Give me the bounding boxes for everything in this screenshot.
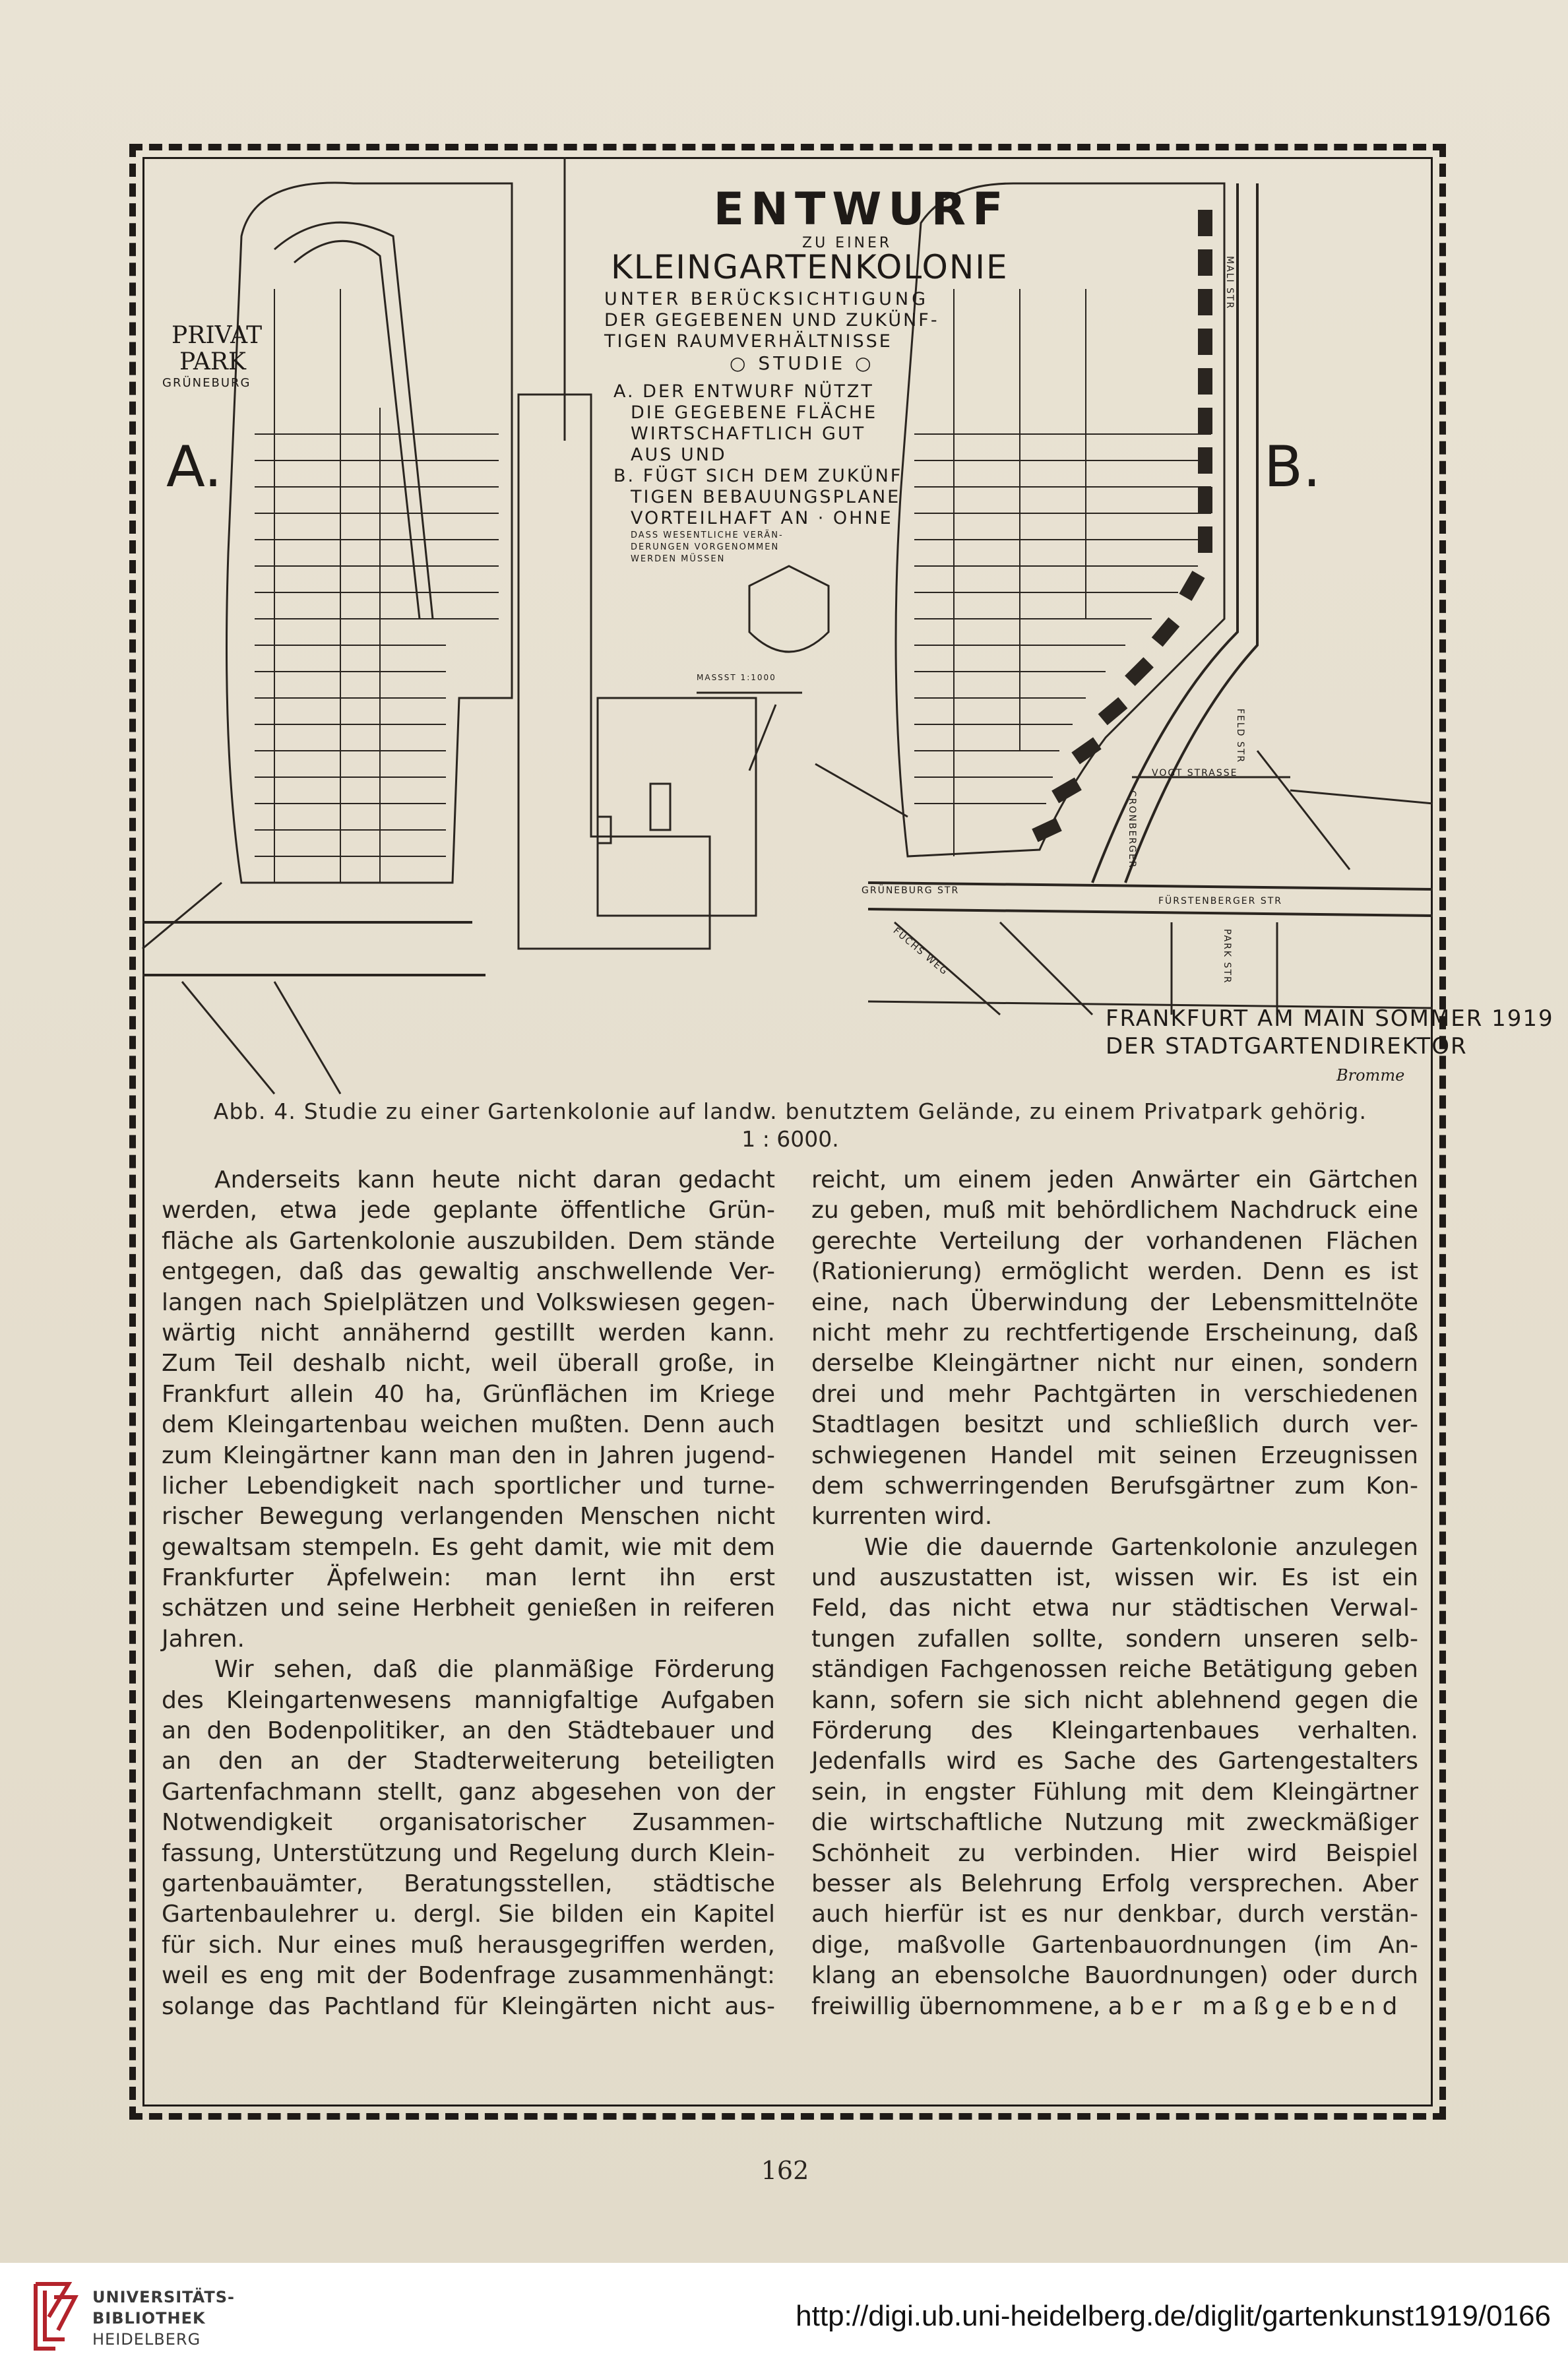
plan-text-line: WIRTSCHAFTLICH GUT — [631, 424, 866, 444]
text-line: Wir sehen, daß die planmäßige Förderung — [214, 1656, 775, 1684]
grueneburg-label: GRÜNEBURG — [162, 376, 251, 390]
plan-text-line: DIE GEGEBENE FLÄCHE — [631, 402, 878, 423]
garden-plan-figure — [142, 157, 1554, 1094]
text-line: schätzen und seine Herbheit genießen in reiferen — [162, 1595, 775, 1622]
text-line: ständigen Fachgenossen reiche Betätigung geben — [811, 1656, 1418, 1684]
text-line: eine, nach Überwindung der Lebensmittelnöte — [811, 1288, 1418, 1316]
text-line: dem schwerringenden Berufsgärtner zum Kon- — [811, 1472, 1418, 1500]
text-line: Frankfurter Äpfelwein: man lernt ihn erst — [162, 1564, 775, 1592]
text-line: klang an ebensolche Bauordnungen) oder durch — [811, 1962, 1418, 1990]
signature: Bromme — [1336, 1066, 1405, 1085]
text-line: Jahren. — [162, 1625, 245, 1653]
page-number: 162 — [761, 2156, 809, 2185]
library-name: UNIVERSITÄTS- — [92, 2288, 235, 2306]
text-line: Frankfurt allein 40 ha, Grünflächen im Kriege — [162, 1380, 775, 1408]
text-line: fassung, Unterstützung und Regelung durch Klein- — [162, 1839, 775, 1867]
plan-a-label: A. — [166, 434, 222, 500]
text-line: Gartenbaulehrer u. dergl. Sie bilden ein Kapitel — [162, 1901, 775, 1928]
text-line: sein, in engster Fühlung mit dem Kleingärtner — [811, 1778, 1418, 1806]
caption-scale: 1 : 6000. — [741, 1126, 839, 1152]
text-line: des Kleingartenwesens mannigfaltige Aufgaben — [162, 1686, 775, 1714]
text-line: (Rationierung) ermöglicht werden. Denn es ist — [811, 1258, 1418, 1286]
scale-label: MASSST 1:1000 — [697, 673, 776, 682]
text-line: Feld, das nicht etwa nur städtischen Verwal- — [811, 1595, 1418, 1622]
text-line: werden, etwa jede geplante öffentliche Grün- — [162, 1197, 775, 1224]
text-line: licher Lebendigkeit nach sportlicher und turne- — [162, 1472, 775, 1500]
plan-text-line: AUS UND — [631, 445, 727, 465]
street-label: FELD STR — [1235, 709, 1245, 764]
plan-author: DER STADTGARTENDIREKTOR — [1106, 1033, 1468, 1060]
plan-title: ENTWURF — [713, 183, 1010, 236]
text-line: auch hierfür ist es nur denkbar, durch verstän- — [811, 1901, 1418, 1928]
text-line: Wie die dauernde Gartenkolonie anzulegen — [864, 1533, 1418, 1561]
plan-text-line: UNTER BERÜCKSICHTIGUNG — [604, 289, 929, 309]
figure-caption — [177, 1098, 1404, 1153]
text-line: entgegen, daß das gewaltig anschwellende Ver- — [162, 1258, 775, 1286]
text-line: rischer Bewegung verlangenden Menschen nicht — [162, 1503, 775, 1531]
text-column-right — [811, 1165, 1418, 2022]
text-line: die wirtschaftliche Nutzung mit zweckmäßiger — [811, 1809, 1418, 1837]
digitization-footer — [0, 2263, 1568, 2375]
emphasized-text: aber maßgebend — [1108, 1992, 1404, 2020]
text-line: Notwendigkeit organisatorischer Zusammen- — [162, 1809, 775, 1837]
text-line: Anderseits kann heute nicht daran gedacht — [214, 1166, 775, 1193]
street-label: FUCHS WEG — [891, 926, 951, 978]
street-label: GRÜNEBURG STR — [862, 885, 960, 896]
text-line: solange das Pachtland für Kleingärten nicht aus- — [162, 1992, 775, 2020]
plan-text-line: B. FÜGT SICH DEM ZUKÜNF — [613, 466, 903, 486]
caption-line: Abb. 4. Studie zu einer Gartenkolonie auf landw. benutztem Gelände, zu einem Privatpark gehörig. — [213, 1098, 1367, 1124]
text-line: dem Kleingartenbau weichen mußten. Denn auch — [162, 1411, 775, 1439]
plan-text-line: DERUNGEN VORGENOMMEN — [631, 542, 780, 552]
street-label: FÜRSTENBERGER STR — [1158, 896, 1282, 906]
plan-text-line: WERDEN MÜSSEN — [631, 554, 726, 564]
text-line: Zum Teil deshalb nicht, weil überall große, in — [162, 1350, 775, 1378]
text-line: wärtig nicht annähernd gestillt werden kann. — [162, 1319, 775, 1346]
text-line: reicht, um einem jeden Anwärter ein Gärtchen — [811, 1166, 1418, 1193]
street-label: CRONBERGER — [1127, 790, 1137, 869]
plan-b-label: B. — [1264, 434, 1321, 500]
text-line: langen nach Spielplätzen und Volkswiesen gegen- — [162, 1288, 775, 1316]
text-line: fläche als Gartenkolonie auszubilden. Dem stände — [162, 1227, 775, 1255]
text-line: Gartenfachmann stellt, ganz abgesehen von der — [162, 1778, 775, 1806]
text-line: gewaltsam stempeln. Es geht damit, wie mit dem — [162, 1533, 775, 1561]
library-name: HEIDELBERG — [92, 2330, 201, 2349]
plan-place-date: FRANKFURT AM MAIN SOMMER 1919 — [1106, 1005, 1554, 1032]
text-line: an den Bodenpolitiker, an den Städtebauer und — [162, 1717, 775, 1745]
plan-subtitle-kolonie: KLEINGARTENKOLONIE — [611, 248, 1009, 286]
text-line: kann, sofern sie sich nicht ablehnend gegen die — [811, 1686, 1418, 1714]
library-name: BIBLIOTHEK — [92, 2309, 206, 2328]
text-line: schwiegenen Handel mit seinen Erzeugnissen — [811, 1441, 1418, 1469]
plan-text-line: TIGEN BEBAUUNGSPLANE — [631, 487, 901, 507]
plan-subtitle-zu-einer: ZU EINER — [802, 235, 893, 251]
text-line: derselbe Kleingärtner nicht nur einen, sondern — [811, 1350, 1418, 1378]
text-fragment: freiwillig übernommene, — [811, 1992, 1101, 2020]
text-line: weil es eng mit der Bodenfrage zusammenhängt: — [162, 1962, 775, 1990]
street-label: PARK STR — [1222, 929, 1232, 984]
plan-text-line: A. DER ENTWURF NÜTZT — [613, 381, 874, 402]
plan-text-line: VORTEILHAFT AN · OHNE — [631, 508, 893, 528]
text-line: gartenbauämter, Beratungsstellen, städtische — [162, 1870, 775, 1897]
privat-park-label: PARK — [179, 348, 246, 375]
street-label: VOGT STRASSE — [1152, 768, 1238, 778]
text-line: zum Kleingärtner kann man den in Jahren jugend- — [162, 1441, 775, 1469]
plan-text-line: TIGEN RAUMVERHÄLTNISSE — [604, 331, 893, 352]
text-line: Jedenfalls wird es Sache des Gartengestalters — [811, 1748, 1418, 1775]
text-line: Stadtlagen besitzt und schließlich durch ver- — [811, 1411, 1418, 1439]
text-line: und auszustatten ist, wissen wir. Es ist ein — [811, 1564, 1418, 1592]
text-line: kurrenten wird. — [811, 1503, 993, 1531]
text-line: dige, maßvolle Gartenbauordnungen (im An- — [811, 1931, 1418, 1959]
text-line: an den an der Stadterweiterung beteiligten — [162, 1748, 775, 1775]
street-label: MALI STR — [1224, 256, 1235, 310]
plan-studie-label: ○ STUDIE ○ — [730, 352, 875, 374]
text-line: tungen zufallen sollte, sondern unseren selb- — [811, 1625, 1418, 1653]
text-line: für sich. Nur eines muß herausgegriffen werden, — [162, 1931, 775, 1959]
privat-park-label: PRIVAT — [172, 322, 263, 349]
text-column-left — [162, 1165, 775, 2022]
text-line: Schönheit zu verbinden. Hier wird Beispiel — [811, 1839, 1418, 1867]
text-line: gerechte Verteilung der vorhandenen Flächen — [811, 1227, 1418, 1255]
text-line: besser als Belehrung Erfolg versprechen. Aber — [811, 1870, 1418, 1897]
plan-text-line: DER GEGEBENEN UND ZUKÜNF- — [604, 310, 939, 331]
text-line: nicht mehr zu rechtfertigende Erscheinung, daß — [811, 1319, 1418, 1346]
text-line: drei und mehr Pachtgärten in verschiedenen — [811, 1380, 1418, 1408]
university-library-logo-icon — [29, 2277, 82, 2355]
text-line: Förderung des Kleingartenbaues verhalten. — [811, 1717, 1418, 1745]
text-line: zu geben, muß mit behördlichem Nachdruck eine — [811, 1197, 1418, 1224]
source-url-link[interactable]: http://digi.ub.uni-heidelberg.de/diglit/gartenkunst1919/0166 — [796, 2300, 1551, 2332]
text-line-final — [811, 1992, 1418, 2022]
plan-text-line: DASS WESENTLICHE VERÄN- — [631, 530, 784, 540]
